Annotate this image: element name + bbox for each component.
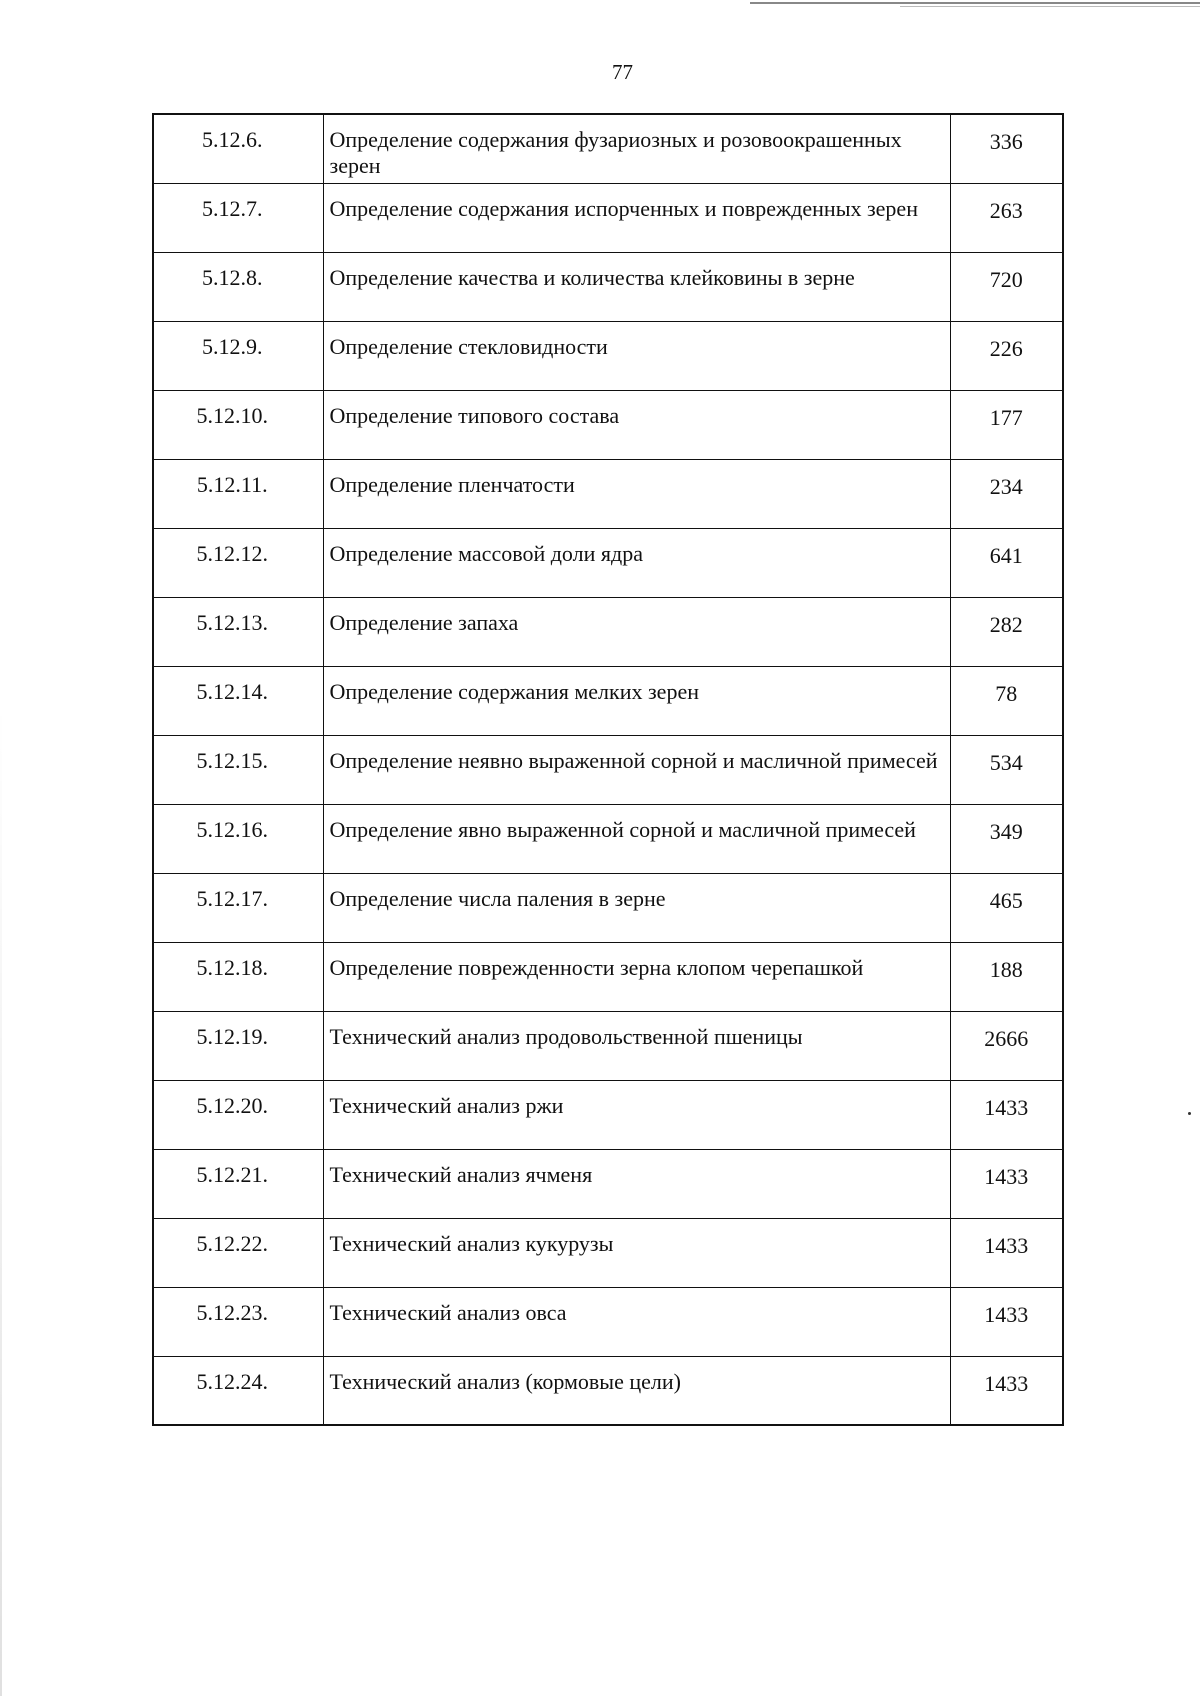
service-price: 226 [950, 321, 1063, 390]
service-price: 263 [950, 183, 1063, 252]
table-row [153, 321, 1063, 390]
table-row [153, 1011, 1063, 1080]
item-number: 5.12.12. [153, 528, 323, 597]
table-row [153, 597, 1063, 666]
service-name: Технический анализ продовольственной пшеницы [323, 1011, 950, 1080]
service-name: Технический анализ ржи [323, 1080, 950, 1149]
service-name: Определение типового состава [323, 390, 950, 459]
table-row [153, 114, 1063, 183]
item-number: 5.12.19. [153, 1011, 323, 1080]
service-price: 720 [950, 252, 1063, 321]
service-name: Технический анализ кукурузы [323, 1218, 950, 1287]
table-row [153, 1356, 1063, 1425]
service-name: Определение содержания мелких зерен [323, 666, 950, 735]
item-number: 5.12.11. [153, 459, 323, 528]
service-name: Определение содержания фузариозных и розовоокрашенных зерен [323, 114, 950, 183]
item-number: 5.12.23. [153, 1287, 323, 1356]
scan-left-shadow [0, 700, 2, 1696]
table-row [153, 1287, 1063, 1356]
scan-speck [1188, 1112, 1191, 1115]
table-row [153, 666, 1063, 735]
scan-edge-line [750, 2, 1200, 4]
table-row [153, 804, 1063, 873]
service-name: Определение числа паления в зерне [323, 873, 950, 942]
service-name: Определение поврежденности зерна клопом черепашкой [323, 942, 950, 1011]
service-price: 1433 [950, 1287, 1063, 1356]
item-number: 5.12.16. [153, 804, 323, 873]
price-table-body [153, 114, 1063, 1425]
service-name: Определение неявно выраженной сорной и масличной примесей [323, 735, 950, 804]
item-number: 5.12.14. [153, 666, 323, 735]
item-number: 5.12.6. [153, 114, 323, 183]
table-row [153, 942, 1063, 1011]
service-price: 2666 [950, 1011, 1063, 1080]
service-price: 641 [950, 528, 1063, 597]
service-price: 78 [950, 666, 1063, 735]
service-name: Технический анализ овса [323, 1287, 950, 1356]
item-number: 5.12.15. [153, 735, 323, 804]
service-name: Определение качества и количества клейковины в зерне [323, 252, 950, 321]
service-name: Технический анализ ячменя [323, 1149, 950, 1218]
page-number: 77 [612, 60, 633, 84]
table-row [153, 1218, 1063, 1287]
service-price: 177 [950, 390, 1063, 459]
item-number: 5.12.22. [153, 1218, 323, 1287]
table-row [153, 390, 1063, 459]
service-name: Определение пленчатости [323, 459, 950, 528]
price-table [152, 113, 1064, 1426]
service-price: 234 [950, 459, 1063, 528]
item-number: 5.12.18. [153, 942, 323, 1011]
service-price: 336 [950, 114, 1063, 183]
table-row [153, 873, 1063, 942]
service-price: 1433 [950, 1218, 1063, 1287]
item-number: 5.12.17. [153, 873, 323, 942]
service-price: 1433 [950, 1080, 1063, 1149]
service-price: 534 [950, 735, 1063, 804]
item-number: 5.12.7. [153, 183, 323, 252]
table-row [153, 183, 1063, 252]
service-name: Определение явно выраженной сорной и масличной примесей [323, 804, 950, 873]
item-number: 5.12.13. [153, 597, 323, 666]
service-name: Определение стекловидности [323, 321, 950, 390]
service-name: Определение содержания испорченных и поврежденных зерен [323, 183, 950, 252]
table-row [153, 1149, 1063, 1218]
service-price: 1433 [950, 1149, 1063, 1218]
service-name: Определение запаха [323, 597, 950, 666]
scan-edge-line-faint [900, 6, 1200, 7]
table-row [153, 528, 1063, 597]
service-price: 1433 [950, 1356, 1063, 1425]
service-price: 465 [950, 873, 1063, 942]
item-number: 5.12.9. [153, 321, 323, 390]
table-row [153, 252, 1063, 321]
table-row [153, 459, 1063, 528]
service-price: 349 [950, 804, 1063, 873]
item-number: 5.12.24. [153, 1356, 323, 1425]
table-row [153, 1080, 1063, 1149]
table-row [153, 735, 1063, 804]
service-price: 188 [950, 942, 1063, 1011]
item-number: 5.12.20. [153, 1080, 323, 1149]
item-number: 5.12.21. [153, 1149, 323, 1218]
service-name: Определение массовой доли ядра [323, 528, 950, 597]
service-price: 282 [950, 597, 1063, 666]
item-number: 5.12.10. [153, 390, 323, 459]
service-name: Технический анализ (кормовые цели) [323, 1356, 950, 1425]
item-number: 5.12.8. [153, 252, 323, 321]
